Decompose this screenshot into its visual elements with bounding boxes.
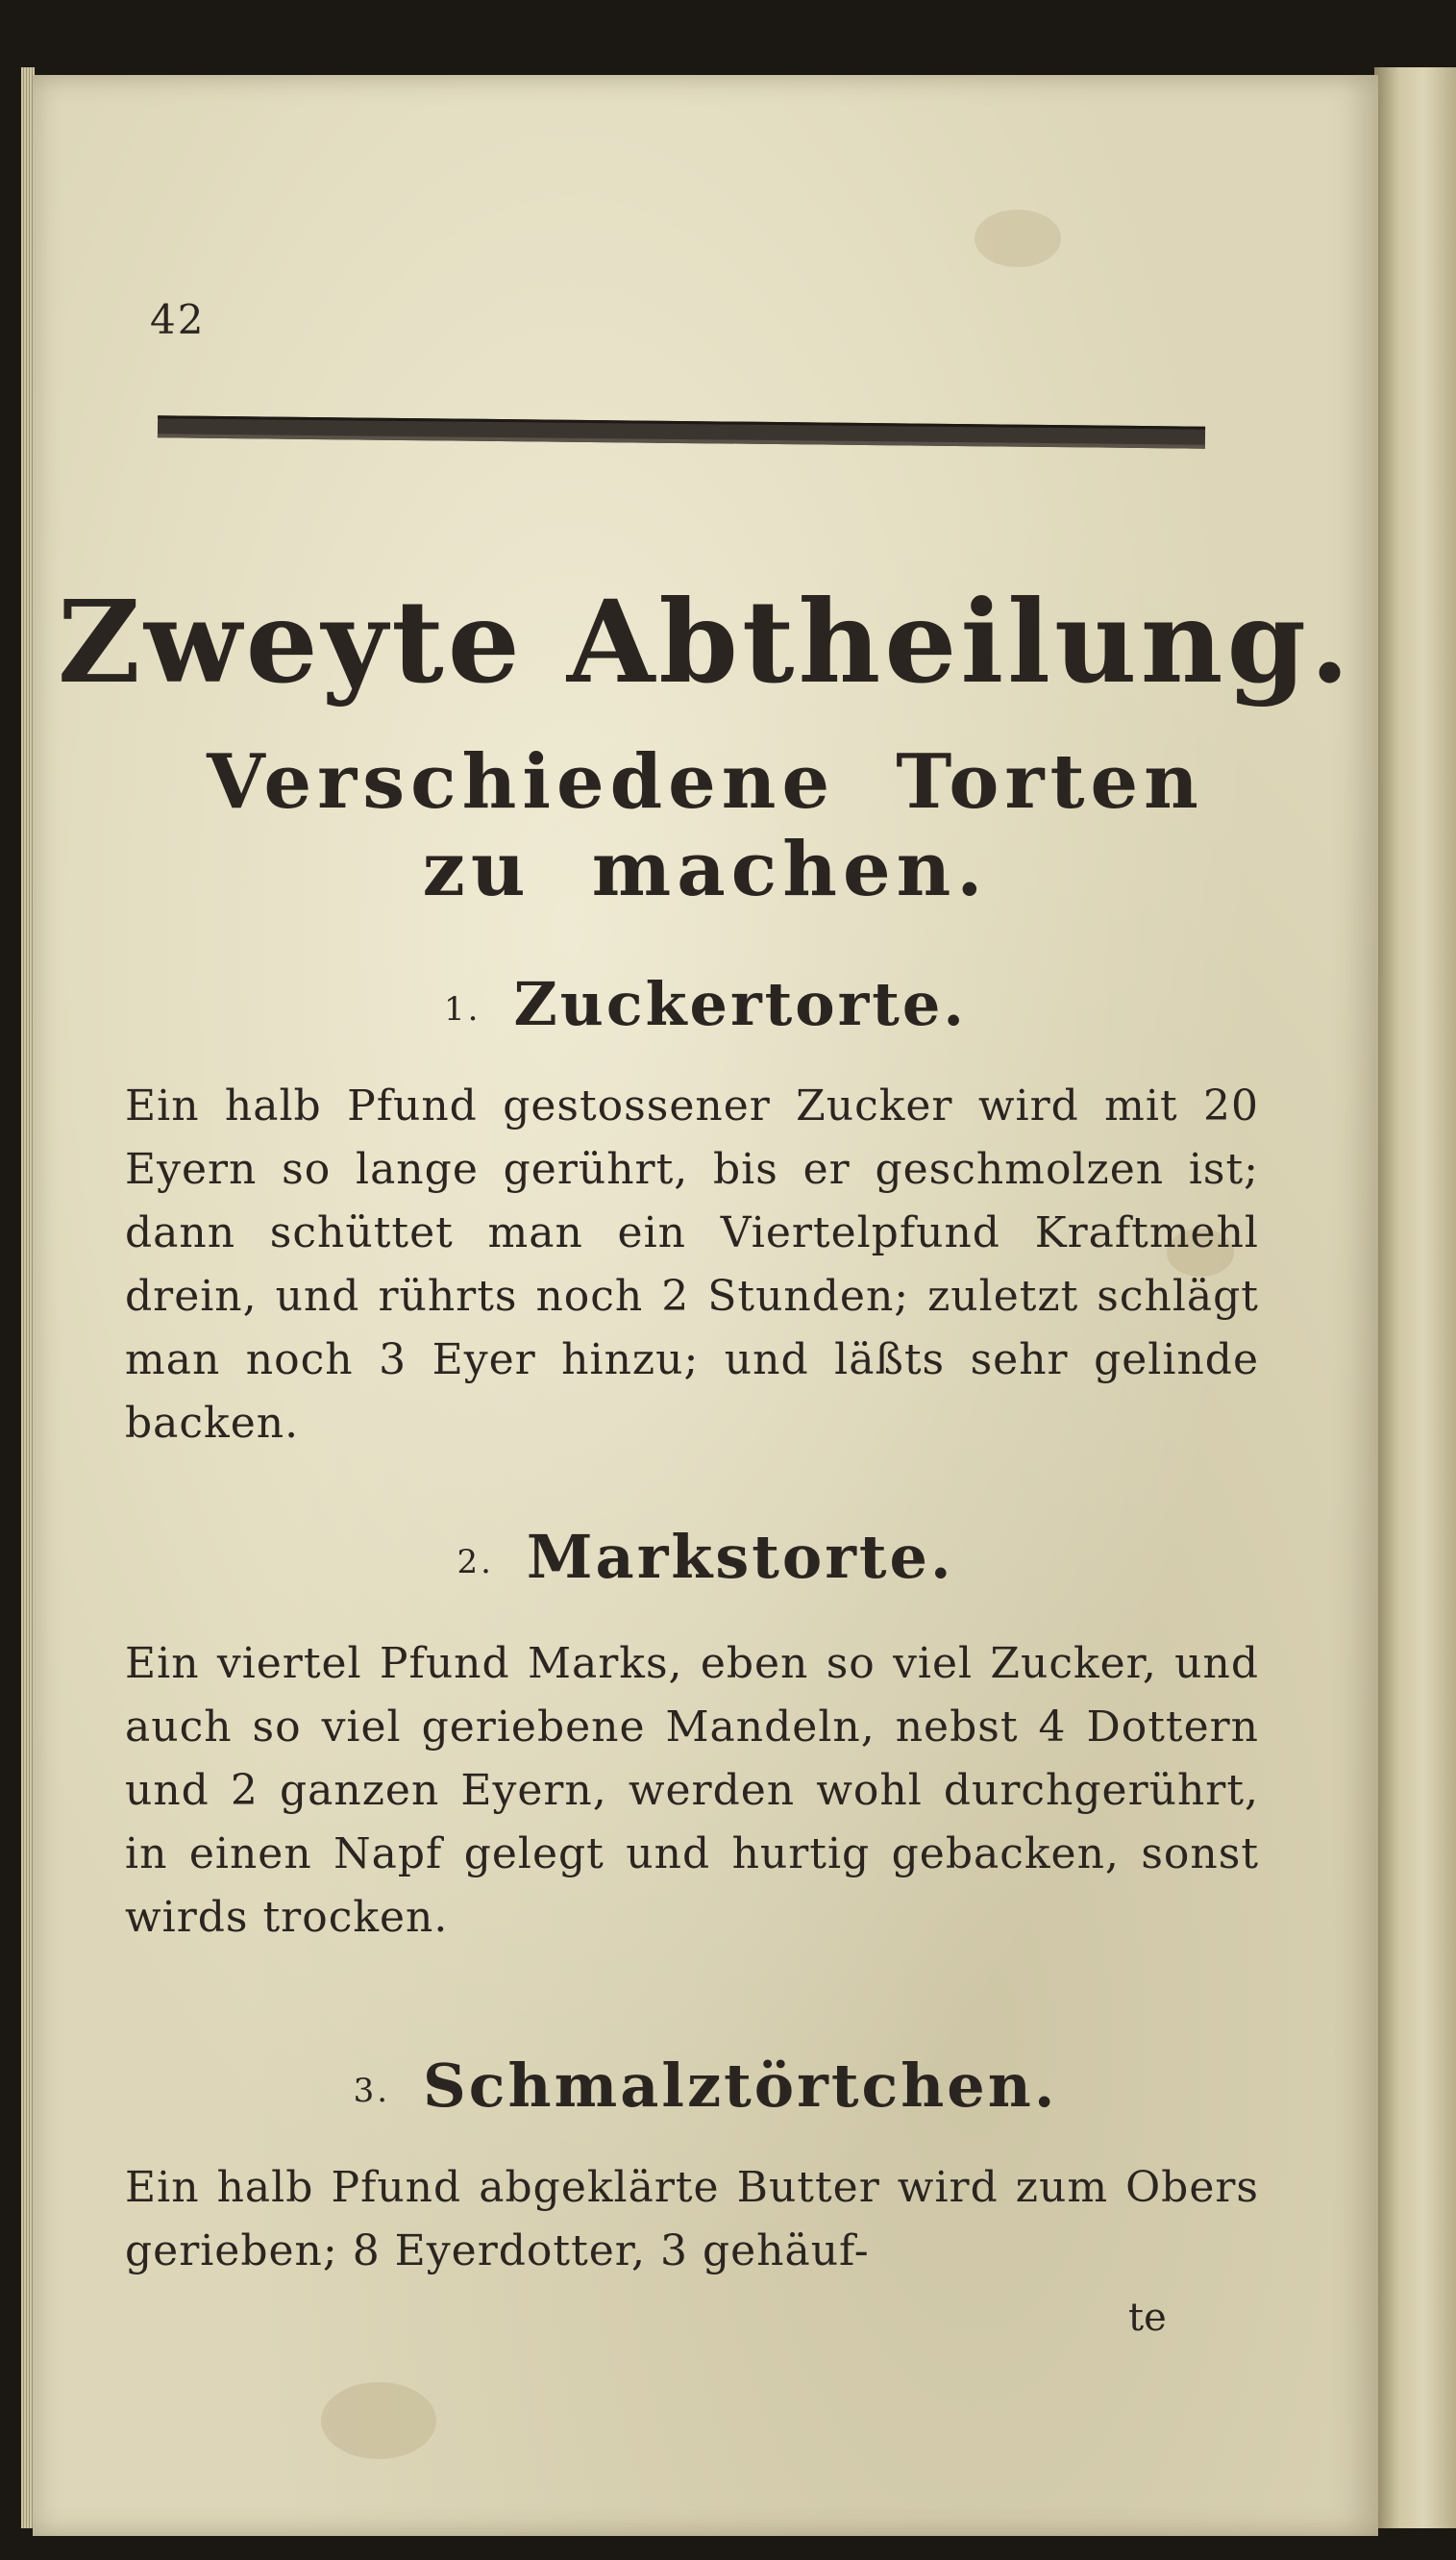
recipe-text-markstorte: Ein viertel Pfund Marks, eben so viel Zucker, und auch so viel geriebene Mandeln, nebst 4 Dottern und 2 ganzen Eyern, werden wohl durchgerührt, in einen Napf gelegt und hurtig gebacken, sonst wirds trocken.	[125, 1639, 1259, 1942]
catchword: te	[1128, 2296, 1167, 2340]
chapter-subtitle: Verschiedene Torten zu machen.	[207, 738, 1204, 913]
recipe-title: Schmalztörtchen.	[423, 2050, 1058, 2121]
header-rule	[158, 415, 1205, 448]
recipe-number: 1.	[444, 990, 481, 1029]
page-number: 42	[150, 296, 206, 343]
recipe-heading-zuckertorte	[33, 969, 1378, 1039]
recipe-number: 2.	[457, 1543, 494, 1581]
recipe-text-zuckertorte: Ein halb Pfund gestossener Zucker wird mit 20 Eyern so lange gerührt, bis er geschmolzen ist; dann schüttet man ein Viertelpfund Kraftmehl drein, und rührts noch 2 Stunden; zuletzt schlägt man noch 3 Eyer hinzu; und läßts sehr gelinde backen.	[125, 1081, 1259, 1448]
recipe-heading-markstorte	[33, 1522, 1378, 1592]
chapter-title: Zweyte Abtheilung.	[57, 575, 1354, 708]
recipe-number: 3.	[353, 2072, 391, 2110]
facing-page-edge	[1374, 67, 1456, 2528]
recipe-text-schmalztoertchen: Ein halb Pfund abgeklärte Butter wird zum Obers gerieben; 8 Eyerdotter, 3 gehäuf-	[125, 2163, 1259, 2275]
recipe-title: Zuckertorte.	[513, 969, 967, 1039]
recipe-title: Markstorte.	[526, 1522, 954, 1592]
foxing-spot	[321, 2382, 436, 2459]
foxing-spot	[975, 210, 1061, 267]
book-page	[33, 75, 1378, 2536]
recipe-heading-schmalztoertchen	[33, 2050, 1378, 2121]
